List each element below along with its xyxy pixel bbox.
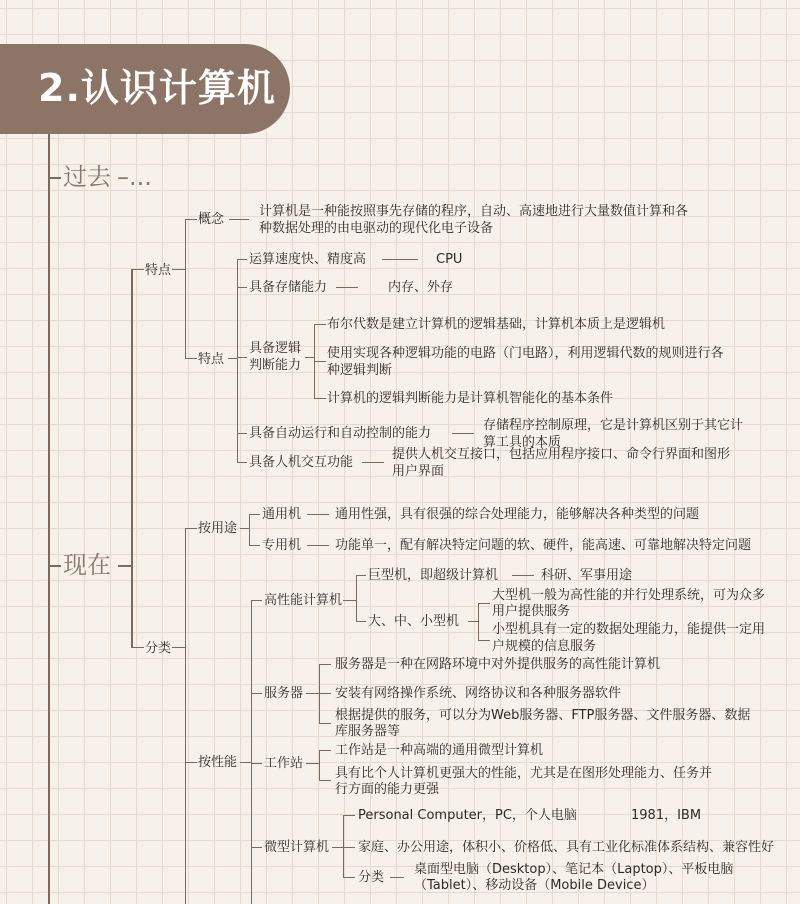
by-use-label: 按用途 (198, 521, 238, 536)
by-perf-label: 按性能 (198, 755, 238, 770)
general-dash (307, 514, 329, 515)
server-1: 服务器是一种在网路环境中对外提供服务的高性能计算机 (335, 657, 661, 672)
features-tick (185, 358, 197, 359)
micro-label: 微型计算机 (264, 840, 330, 855)
concept-line-1: 计算机是一种能按照事先存储的程序，自动、高速地进行大量数值计算和各 (259, 204, 689, 219)
mid-1-line-2: 用户提供服务 (492, 604, 571, 619)
hci-label: 具备人机交互功能 (249, 455, 354, 470)
tezhi-vertical (185, 219, 186, 359)
server-2: 安装有网络操作系统、网络协议和各种服务器软件 (335, 686, 622, 701)
auto-tick (237, 433, 247, 434)
micro-cls-tick (343, 877, 355, 878)
logic-1: 布尔代数是建立计算机的逻辑基础，计算机本质上是逻辑机 (327, 317, 666, 332)
speed-tick (237, 259, 247, 260)
past-tick (49, 177, 61, 179)
concept-tick (185, 219, 197, 220)
hci-detail-1: 提供人机交互接口，包括应用程序接口、命令行界面和图形 (392, 447, 731, 462)
logic-tick (237, 357, 247, 358)
logic-2-tick (314, 361, 326, 362)
mid-1-tick (478, 603, 490, 604)
present-label: 现在 (63, 551, 111, 579)
micro-1-tick (343, 815, 355, 816)
special-detail: 功能单一，配有解决特定问题的软、硬件，能高速、可靠地解决特定问题 (335, 538, 752, 553)
mid-tick (356, 621, 366, 622)
auto-dash (452, 433, 474, 434)
fenlei-vertical (185, 528, 186, 904)
mid-1-line-1: 大型机一般为高性能的并行处理系统，可为众多 (492, 588, 766, 603)
ws-2-line-2: 行方面的能力更强 (335, 782, 440, 797)
micro-2: 家庭、办公用途，体积小、价格低、具有工业化标准体系结构、兼容性好 (358, 840, 775, 855)
micro-cls-dash (390, 877, 404, 878)
hci-dash (362, 462, 384, 463)
tezhi-out (172, 269, 186, 270)
ws-2-line-1: 具有比个人计算机更强大的性能，尤其是在图形处理能力、任务并 (335, 766, 713, 781)
mid-2-tick (478, 640, 490, 641)
general-label: 通用机 (262, 507, 302, 522)
ws-1: 工作站是一种高端的通用微型计算机 (335, 743, 544, 758)
hci-tick (237, 462, 247, 463)
server-label: 服务器 (264, 686, 304, 701)
storage-dash (336, 287, 358, 288)
micro-tick (251, 847, 262, 848)
micro-2-tick (343, 847, 355, 848)
storage-tick (237, 287, 247, 288)
by-use-vertical (249, 514, 250, 546)
present-tick (49, 565, 61, 567)
server-3-line-1: 根据提供的服务，可以分为Web服务器、FTP服务器、文件服务器、数据 (335, 708, 751, 723)
server-out (306, 693, 320, 694)
by-use-tick (185, 528, 197, 529)
auto-label: 具备自动运行和自动控制的能力 (249, 426, 432, 441)
fenlei-tick (131, 647, 144, 648)
special-label: 专用机 (262, 538, 302, 553)
present-connector (118, 565, 132, 567)
ws-tick (251, 763, 262, 764)
storage-detail: 内存、外存 (388, 280, 454, 295)
auto-detail-2: 算工具的本质 (483, 435, 562, 450)
logic-3-tick (314, 398, 326, 399)
micro-vertical (343, 815, 344, 877)
general-tick (249, 514, 260, 515)
fenlei-label: 分类 (145, 641, 172, 656)
special-dash (307, 545, 329, 546)
hci-detail-2: 用户界面 (392, 464, 445, 479)
server-2-tick (319, 693, 331, 694)
mid-vertical (478, 603, 479, 641)
ws-2-tick (319, 780, 331, 781)
server-vertical (319, 664, 320, 724)
mid-2-line-2: 户规模的信息服务 (492, 639, 597, 654)
auto-detail-1: 存储程序控制原理，它是计算机区别于其它计 (483, 418, 744, 433)
past-label: 过去 (63, 163, 111, 191)
logic-1-tick (314, 324, 326, 325)
micro-1: Personal Computer，PC，个人电脑 (358, 808, 577, 823)
logic-label-2: 判断能力 (249, 358, 302, 373)
server-3-tick (319, 723, 331, 724)
speed-label: 运算速度快、精度高 (249, 252, 367, 267)
micro-1-detail: 1981，IBM (631, 808, 702, 823)
general-detail: 通用性强，具有很强的综合处理能力，能够解决各种类型的问题 (335, 507, 700, 522)
micro-cls-label: 分类 (358, 870, 385, 885)
ws-label: 工作站 (264, 756, 304, 771)
logic-label-1: 具备逻辑 (249, 341, 302, 356)
by-perf-vertical (251, 600, 252, 904)
ws-out (306, 763, 320, 764)
super-dash (512, 575, 534, 576)
features-label: 特点 (198, 352, 225, 367)
concept-label: 概念 (198, 212, 225, 227)
micro-cls-detail-2: （Tablet）、移动设备（Mobile Device） (414, 878, 655, 893)
ws-vertical (319, 750, 320, 780)
ws-1-tick (319, 750, 331, 751)
hpc-vertical (356, 575, 357, 621)
mid-2-line-1: 小型机具有一定的数据处理能力，能提供一定用 (492, 622, 766, 637)
hpc-tick (251, 600, 262, 601)
speed-dash (382, 259, 418, 260)
features-vertical (237, 259, 238, 462)
special-tick (249, 545, 260, 546)
speed-detail: CPU (436, 252, 463, 267)
super-detail: 科研、军事用途 (541, 568, 633, 583)
page-title: 2.认识计算机 (38, 66, 276, 110)
server-3-line-2: 库服务器等 (335, 724, 401, 739)
server-1-tick (319, 664, 331, 665)
super-tick (356, 575, 366, 576)
logic-2-line-2: 种逻辑判断 (327, 363, 393, 378)
trunk-line (48, 134, 50, 904)
server-tick (251, 693, 262, 694)
by-perf-tick (185, 762, 197, 763)
tezhi-label: 特点 (145, 263, 172, 278)
concept-line-2: 种数据处理的由电驱动的现代化电子设备 (259, 221, 494, 236)
present-branch-line (131, 269, 133, 648)
hpc-out (343, 600, 357, 601)
logic-2-line-1: 使用实现各种逻辑功能的电路（门电路），利用逻辑代数的规则进行各 (327, 346, 724, 361)
super-label: 巨型机，即超级计算机 (368, 568, 499, 583)
fenlei-out (172, 647, 186, 648)
concept-out (229, 219, 249, 220)
storage-label: 具备存储能力 (249, 280, 328, 295)
mid-label: 大、中、小型机 (368, 614, 460, 629)
tezhi-tick (131, 269, 144, 270)
hpc-label: 高性能计算机 (264, 593, 343, 608)
micro-cls-detail-1: 桌面型电脑（Desktop）、笔记本（Laptop）、平板电脑 (414, 862, 734, 877)
logic-3: 计算机的逻辑判断能力是计算机智能化的基本条件 (327, 391, 614, 406)
past-ellipsis: –... (117, 163, 152, 191)
